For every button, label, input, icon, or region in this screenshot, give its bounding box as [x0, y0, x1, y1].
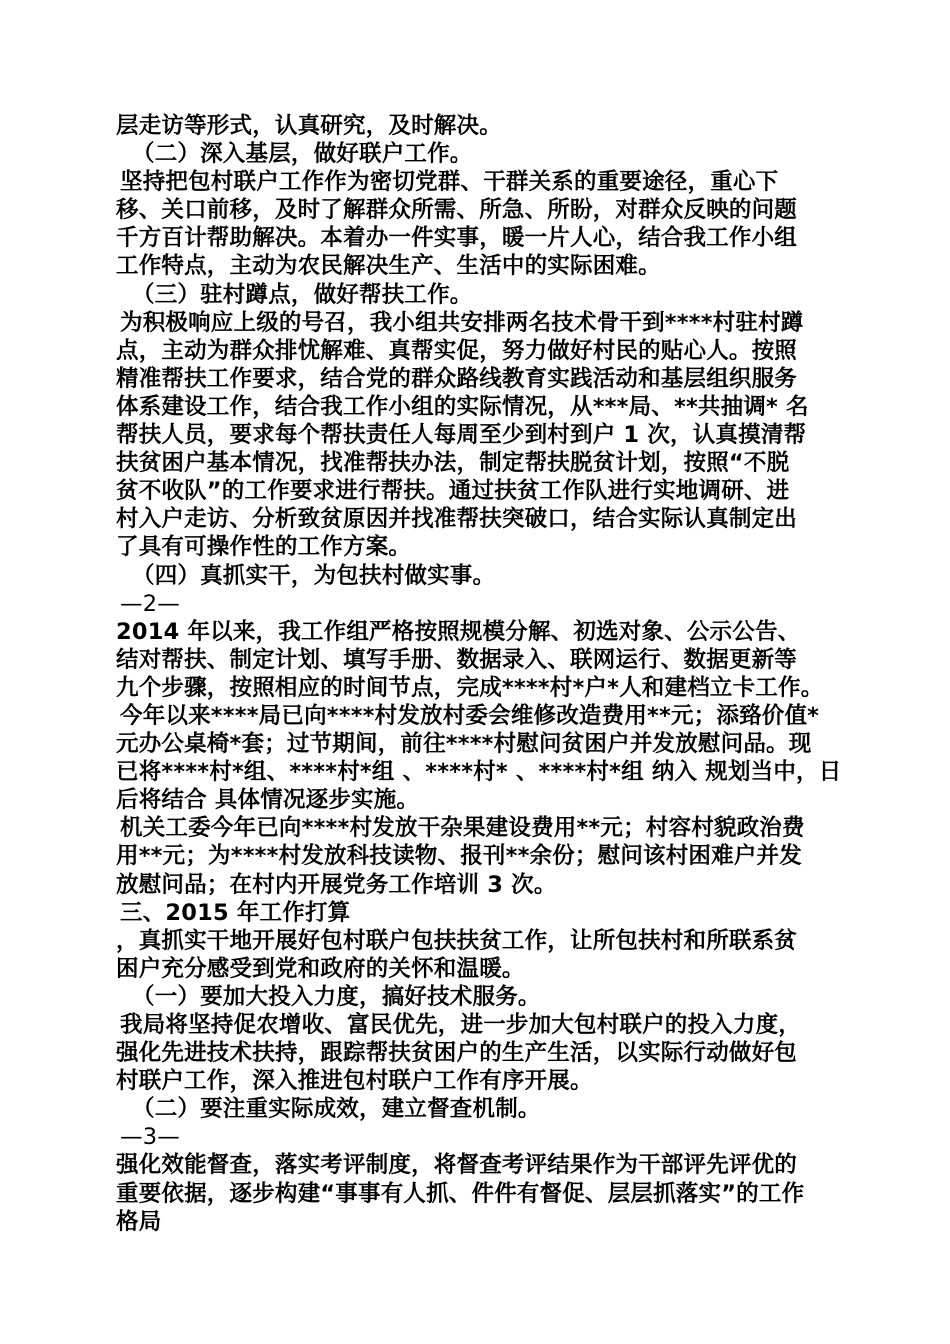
text-line: 村入户走访、分析致贫原因并找准帮扶突破口，结合实际认真制定出 — [116, 506, 798, 533]
text-line: 后将结合 具体情况逐步实施。 — [116, 787, 420, 814]
text-line: 放慰问品；在村内开展党务工作培训 3 次。 — [116, 871, 557, 898]
text-line: 今年以来****局已向****村发放村委会维修改造费用**元；添臵价值* — [120, 702, 820, 729]
text-line: 移、关口前移，及时了解群众所需、所急、所盼，对群众反映的问题 — [116, 197, 798, 224]
text-line: 了具有可操作性的工作方案。 — [116, 534, 412, 561]
text-line: 重要依据，逐步构建“事事有人抓、件件有督促、层层抓落实”的工作 — [116, 1180, 805, 1207]
text-line: 为积极响应上级的号召，我小组共安排两名技术骨干到****村驻村蹲 — [120, 309, 804, 336]
text-line: 体系建设工作，结合我工作小组的实际情况，从***局、**共抽调* 名 — [116, 393, 809, 420]
text-line: 层走访等形式，认真研究，及时解决。 — [116, 113, 502, 139]
section-heading: （四）真抓实干，为包扶村做实事。 — [132, 562, 496, 589]
text-line: 点，主动为群众排忧解难、真帮实促，努力做好村民的贴心人。按照 — [116, 337, 798, 364]
section-heading: （一）要加大投入力度，搞好技术服务。 — [132, 983, 541, 1010]
section-heading: 三、2015 年工作打算 — [120, 899, 351, 926]
text-line: 村联户工作，深入推进包村联户工作有序开展。 — [116, 1068, 593, 1095]
page-number: —2— — [120, 590, 180, 617]
text-line: 我局将坚持促农增收、富民优先，进一步加大包村联户的投入力度， — [120, 1012, 802, 1038]
text-line: 精准帮扶工作要求，结合党的群众路线教育实践活动和基层组织服务 — [116, 365, 798, 392]
text-line: 工作特点，主动为农民解决生产、生活中的实际困难。 — [116, 253, 661, 280]
text-line: 机关工委今年已向****村发放干杂果建设费用**元；村容村貌政治费 — [120, 815, 805, 842]
text-line: 贫不收队”的工作要求进行帮扶。通过扶贫工作队进行实地调研、进 — [116, 478, 790, 505]
text-line: 扶贫困户基本情况，找准帮扶办法，制定帮扶脱贫计划，按照“不脱 — [116, 450, 790, 477]
text-line: ，真抓实干地开展好包村联户包扶扶贫工作，让所包扶村和所联系贫 — [116, 927, 798, 954]
text-line: 九个步骤，按照相应的时间节点，完成****村*户*人和建档立卡工作。 — [116, 674, 824, 701]
text-line: 格局 — [116, 1208, 162, 1235]
section-heading: （三）驻村蹲点，做好帮扶工作。 — [132, 281, 473, 308]
text-line: 已将****村*组、****村*组 、****村* 、****村*组 纳入 规划当中，日 — [116, 759, 842, 786]
text-line: 2014 年以来，我工作组严格按照规模分解、初选对象、公示公告、 — [116, 618, 801, 645]
text-line: 千方百计帮助解决。本着办一件实事，暖一片人心，结合我工作小组 — [116, 225, 798, 252]
section-heading: （二）深入基层，做好联户工作。 — [132, 141, 473, 168]
text-line: 帮扶人员，要求每个帮扶责任人每周至少到村到户 1 次，认真摸清帮 — [116, 422, 807, 449]
text-line: 结对帮扶、制定计划、填写手册、数据录入、联网运行、数据更新等 — [116, 646, 798, 673]
text-line: 元办公桌椅*套；过节期间，前往****村慰问贫困户并发放慰问品。现 — [116, 731, 812, 758]
page-number: —3— — [120, 1124, 180, 1151]
text-line: 困户充分感受到党和政府的关怀和温暖。 — [116, 955, 525, 982]
section-heading: （二）要注重实际成效，建立督查机制。 — [132, 1096, 541, 1123]
text-line: 用**元；为****村发放科技读物、报刊**余份；慰问该村困难户并发 — [116, 843, 802, 870]
text-line: 强化先进技术扶持，跟踪帮扶贫困户的生产生活，以实际行动做好包 — [116, 1040, 798, 1067]
text-line: 坚持把包村联户工作作为密切党群、干群关系的重要途径，重心下 — [120, 169, 779, 196]
text-line: 强化效能督查，落实考评制度，将督查考评结果作为干部评先评优的 — [116, 1152, 798, 1179]
document-page — [116, 112, 846, 1236]
